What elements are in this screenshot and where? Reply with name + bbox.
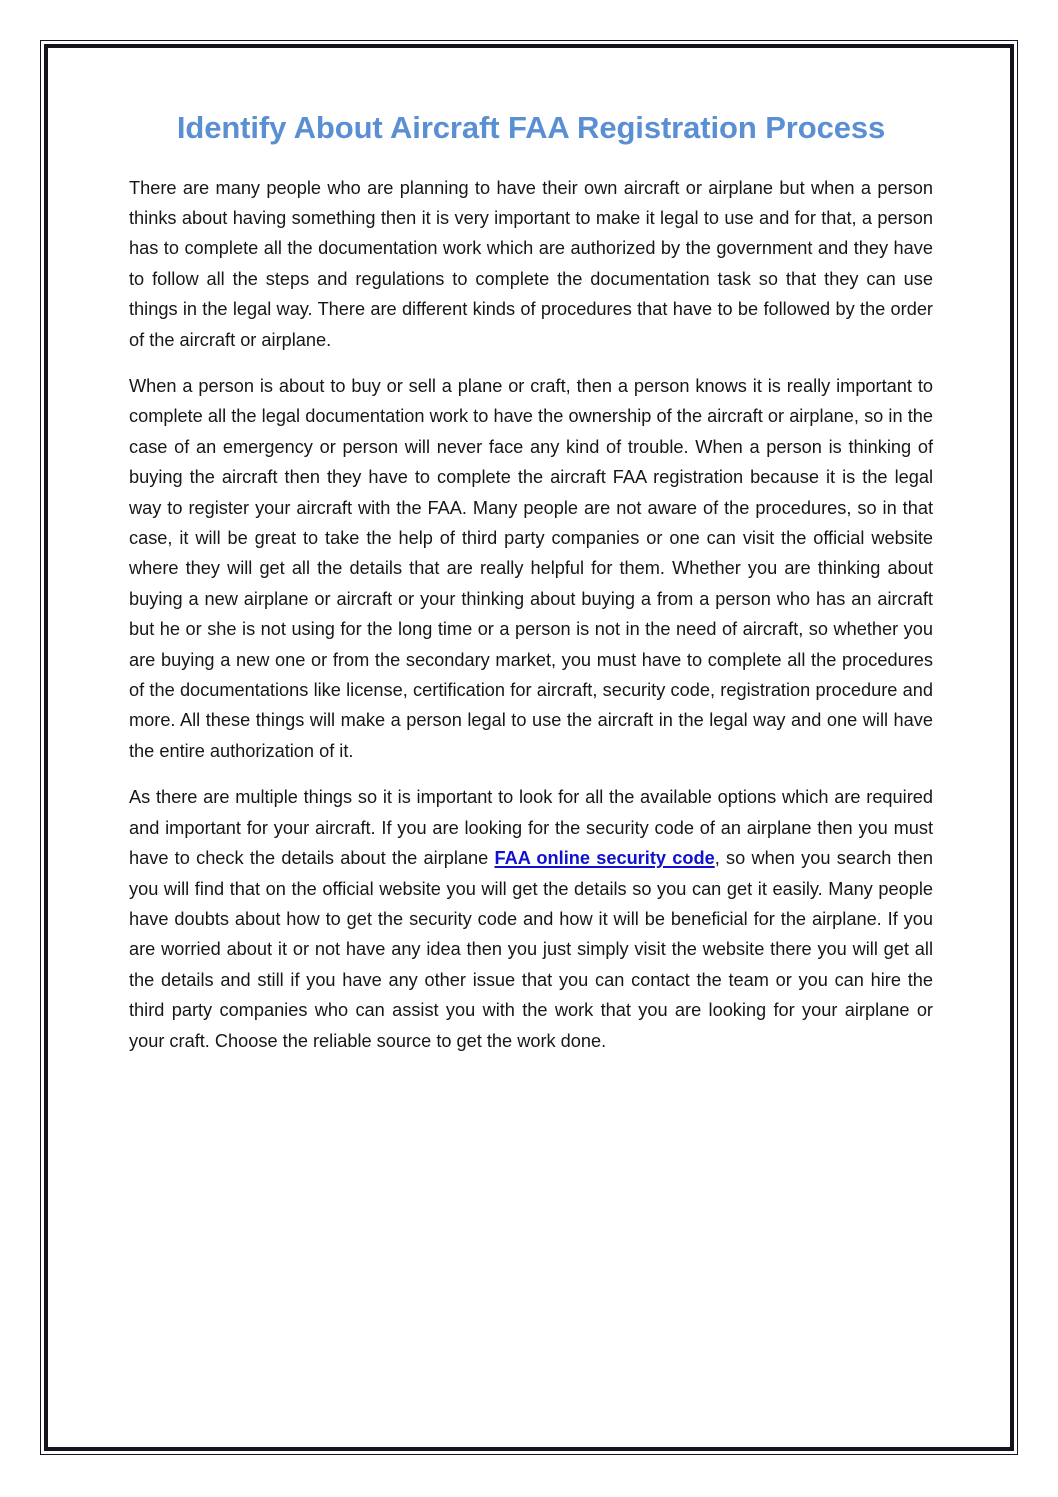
paragraph-2: When a person is about to buy or sell a plane or craft, then a person knows it is really important to complete all the legal documentation work to have the ownership of the aircraft or airplane, so in the case of an emergency or person will never face any kind of trouble. When a person is thinking of buying the aircraft then they have to complete the aircraft FAA registration because it is the legal way to register your aircraft with the FAA. Many people are not aware of the procedures, so in that case, it will be great to take the help of third party companies or one can visit the official website where they will get all the details that are really helpful for them. Whether you are thinking about buying a new airplane or aircraft or your thinking about buying a from a person who has an aircraft but he or she is not using for the long time or a person is not in the need of aircraft, so whether you are buying a new one or from the secondary market, you must have to complete all the procedures of the documentations like license, certification for aircraft, security code, registration procedure and more. All these things will make a person legal to use the aircraft in the legal way and one will have the entire authorization of it.	[129, 376, 933, 761]
page-border-outer	[40, 40, 1018, 1455]
paragraph-3-text-after-link: , so when you search then you will find that on the official website you will get the details so you can get it easily. Many people have doubts about how to get the security code and how it will be beneficial for the airplane. If you are worried about it or not have any idea then you just simply visit the website there you will get all the details and still if you have any other issue that you can contact the team or you can hire the third party companies who can assist you with the work that you are looking for your airplane or your craft. Choose the reliable source to get the work done.	[129, 848, 933, 1051]
page-title: Identify About Aircraft FAA Registration Process	[176, 110, 886, 145]
paragraph-1: There are many people who are planning to have their own aircraft or airplane but when a person thinks about having something then it is very important to make it legal to use and for that, a person has to complete all the documentation work which are authorized by the government and they have to follow all the steps and regulations to complete the documentation task so that they can use things in the legal way. There are different kinds of procedures that have to be followed by the order of the aircraft or airplane.	[129, 177, 933, 350]
paragraph-3	[129, 782, 933, 1056]
page-border-inner	[44, 44, 1014, 1451]
faa-online-security-code-link[interactable]: FAA online security code	[494, 848, 715, 869]
paragraph-3-text-before-link: As there are multiple things so it is important to look for all the available options which are required and important for your aircraft. If you are looking for the security code of an airplane then you must have to check the details about the airplane	[129, 787, 933, 869]
document-content	[129, 110, 933, 1056]
